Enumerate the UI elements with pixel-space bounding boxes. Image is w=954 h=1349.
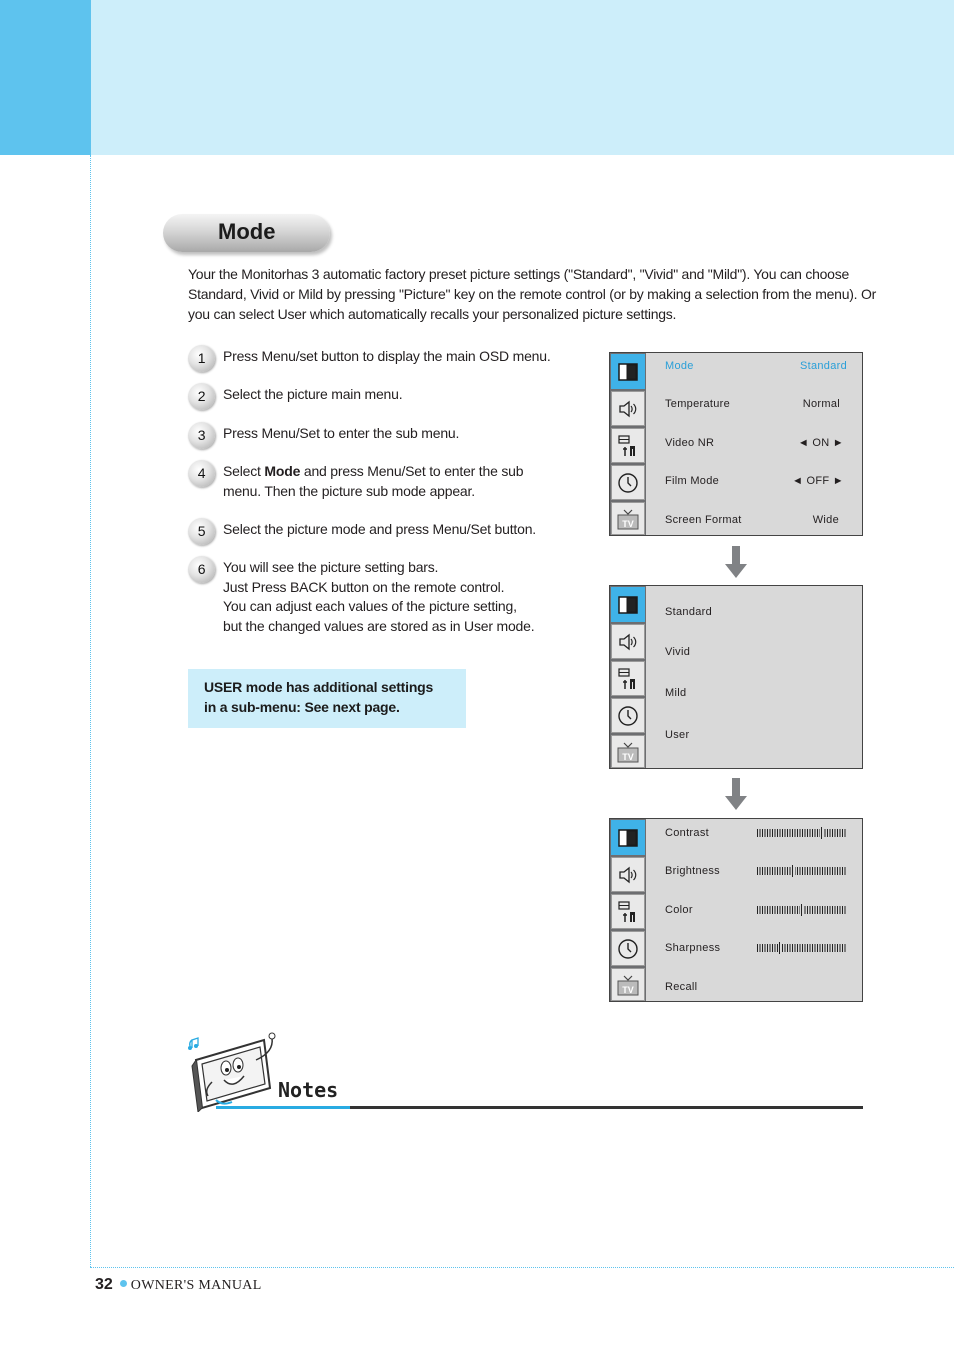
step-text: Press Menu/set button to display the main OSD menu.: [223, 348, 551, 364]
sound-icon[interactable]: [611, 857, 645, 892]
step-number-badge: 2: [188, 383, 215, 410]
picture-icon[interactable]: [611, 587, 645, 622]
color-slider[interactable]: [757, 906, 847, 914]
bullet-dot-icon: [120, 1280, 127, 1287]
note-line: USER mode has additional settings: [204, 679, 434, 695]
step-number-badge: 4: [188, 460, 215, 487]
osd-row-value: ◄ OFF ►: [792, 475, 844, 487]
slider-marker: [820, 827, 824, 839]
step-text-bold: Mode: [264, 463, 301, 479]
page-footer: [95, 1276, 262, 1294]
osd-row-value: Wide: [812, 514, 839, 526]
step-text-line: You will see the picture setting bars.: [223, 559, 439, 575]
setup-icon[interactable]: [611, 428, 645, 463]
osd-row-value: ◄ ON ►: [797, 437, 844, 449]
tv-icon[interactable]: [611, 502, 645, 535]
step-text: [223, 462, 543, 501]
intro-paragraph: Your the Monitorhas 3 automatic factory preset picture settings ("Standard", "Vivid" and "Mild"). You can choose Standard, Vivid or Mild by pressing "Picture" key on the remote control (or by making a selection from the menu). Or you can select User which automatically recalls your personalized picture settings.: [188, 266, 876, 322]
slider-marker: [778, 942, 782, 954]
sound-icon[interactable]: [611, 391, 645, 426]
osd-row-value: Normal: [802, 398, 840, 410]
svg-text:TV: TV: [622, 984, 634, 995]
user-mode-note: [188, 669, 466, 728]
setup-icon[interactable]: [611, 894, 645, 929]
step-text-line: Just Press BACK button on the remote control.: [223, 578, 505, 595]
notes-underline: [350, 1106, 863, 1109]
osd-row-label: Video NR: [665, 437, 715, 449]
svg-text:TV: TV: [622, 518, 634, 529]
clock-icon[interactable]: [611, 698, 645, 733]
margin-line-horizontal: [90, 1267, 954, 1268]
step-number-badge: 6: [188, 556, 215, 583]
step-text-line: but the changed values are stored as in User mode.: [223, 617, 535, 634]
osd-row-label: Brightness: [665, 865, 720, 877]
picture-icon[interactable]: [611, 354, 645, 389]
osd-row-label: Contrast: [665, 827, 709, 839]
tv-icon[interactable]: [611, 968, 645, 1001]
header-band-left: [0, 0, 91, 155]
step-text: Select the picture main menu.: [223, 386, 403, 402]
header-band: [91, 0, 954, 155]
osd-option-label: User: [665, 729, 690, 741]
osd-row-value: Standard: [799, 360, 847, 372]
page-number: 32: [95, 1276, 113, 1293]
osd-picture-settings: [609, 818, 863, 1002]
picture-icon[interactable]: [611, 820, 645, 855]
osd-picture-menu: [609, 352, 863, 536]
osd-option-label: Standard: [665, 606, 713, 618]
osd-row-label: Recall: [665, 981, 698, 993]
step-text-pre: Select: [223, 463, 265, 479]
notes-title: Notes: [278, 1078, 339, 1102]
osd-option-label: Mild: [665, 687, 687, 699]
down-arrow-icon: [725, 778, 747, 810]
svg-text:TV: TV: [622, 751, 634, 762]
step-number-badge: 5: [188, 518, 215, 545]
step-text: Select the picture mode and press Menu/Set button.: [223, 521, 536, 537]
notes-mascot: [186, 1030, 286, 1117]
osd-row-label: Mode: [665, 360, 694, 372]
notes-underline-accent: [216, 1106, 350, 1109]
section-title: Mode: [218, 219, 276, 244]
osd-row-label: Screen Format: [665, 514, 742, 526]
osd-row-label: Temperature: [665, 398, 731, 410]
osd-icon-column: [610, 586, 646, 768]
step-text-post: and press Menu/Set to enter the sub menu. Then the picture sub mode appear.: [223, 463, 524, 499]
slider-marker: [791, 865, 795, 877]
step-text: [223, 558, 563, 636]
clock-icon[interactable]: [611, 465, 645, 500]
step-text-line: You can adjust each values of the picture setting,: [223, 598, 517, 614]
osd-icon-column: [610, 819, 646, 1001]
osd-option-label: Vivid: [665, 646, 691, 658]
step-text: Press Menu/Set to enter the sub menu.: [223, 425, 460, 441]
contrast-slider[interactable]: [757, 829, 847, 837]
setup-icon[interactable]: [611, 661, 645, 696]
monitor-mascot-icon: [186, 1030, 286, 1112]
margin-line-vertical: [90, 155, 91, 1267]
section-title-pill: [163, 214, 330, 252]
manual-title: OWNER'S MANUAL: [130, 1278, 262, 1293]
step-number-badge: 1: [188, 345, 215, 372]
osd-icon-column: [610, 353, 646, 535]
osd-row-label: Sharpness: [665, 942, 721, 954]
down-arrow-icon: [725, 546, 747, 578]
step-number-badge: 3: [188, 422, 215, 449]
osd-row-label: Color: [665, 904, 693, 916]
osd-row-label: Film Mode: [665, 475, 720, 487]
clock-icon[interactable]: [611, 931, 645, 966]
sharpness-slider[interactable]: [757, 944, 847, 952]
brightness-slider[interactable]: [757, 867, 847, 875]
osd-mode-submenu: [609, 585, 863, 769]
sound-icon[interactable]: [611, 624, 645, 659]
slider-marker: [800, 904, 804, 916]
note-line: in a sub-menu: See next page.: [204, 698, 400, 715]
tv-icon[interactable]: [611, 735, 645, 768]
